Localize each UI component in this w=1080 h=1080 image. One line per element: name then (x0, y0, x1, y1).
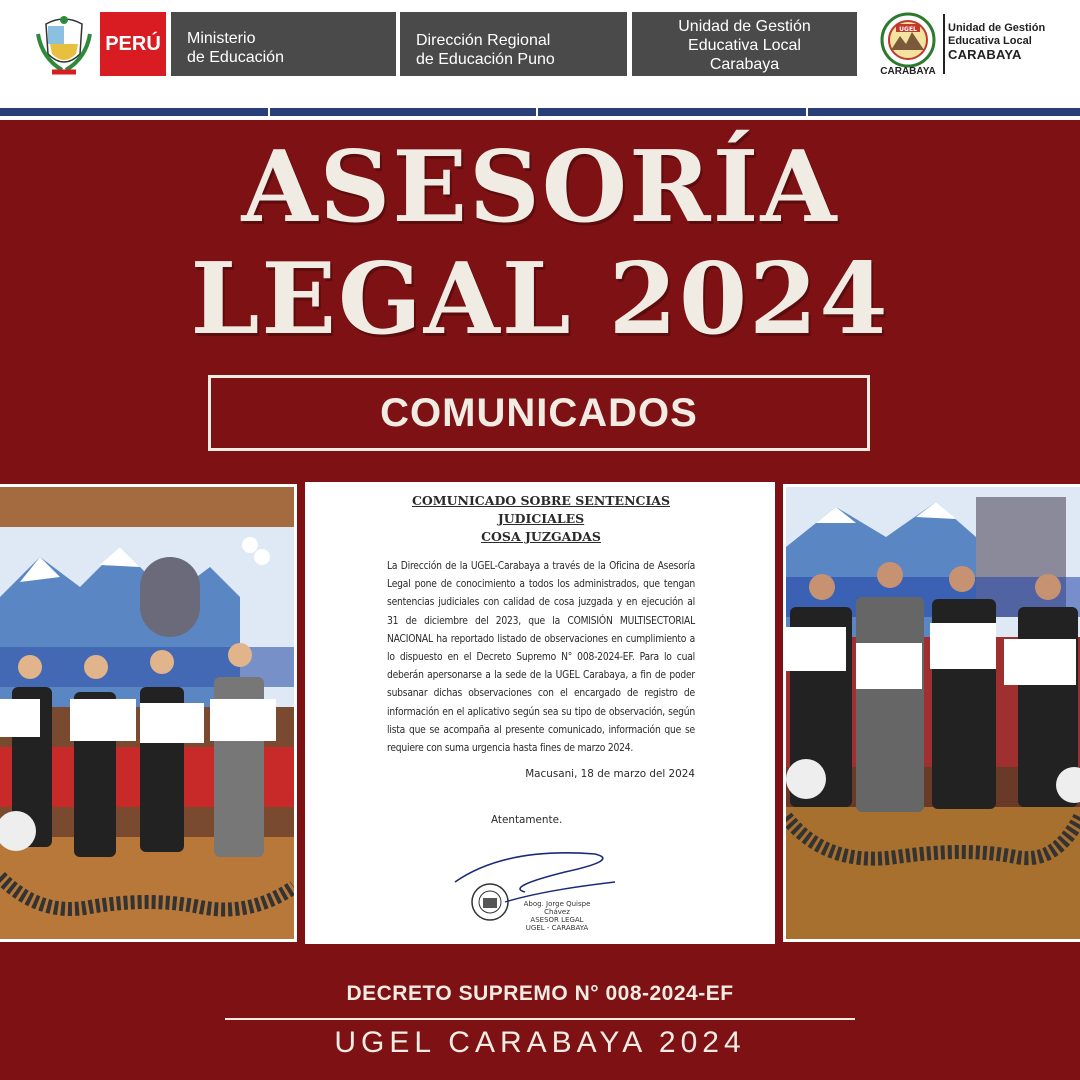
header-divider (943, 14, 945, 74)
comunicados-label: COMUNICADOS (208, 375, 870, 451)
peru-coat-of-arms-icon (36, 14, 92, 76)
direccion-line-1: Dirección Regional (416, 32, 551, 49)
ministerio-line-1: Ministerio (187, 30, 256, 47)
ministerio-box (171, 12, 396, 76)
ugel-logo-caption: CARABAYA (880, 66, 936, 77)
document-title-line-2: COSA JUZGADAS (481, 529, 601, 544)
document-title-line-1: COMUNICADO SOBRE SENTENCIAS JUDICIALES (411, 493, 671, 526)
ugel-side-line-1: Unidad de Gestión (948, 22, 1046, 34)
ceremony-photo-right (783, 484, 1080, 942)
signature-line-3: UGEL - CARABAYA (525, 924, 589, 932)
unidad-line-3: Carabaya (709, 56, 780, 73)
footer-divider (225, 1018, 855, 1020)
stripe-segment (270, 108, 536, 116)
signature-line-1: Abog. Jorge Quispe Chávez (523, 900, 591, 916)
stripe-segment (808, 108, 1080, 116)
comunicado-document (305, 482, 775, 944)
document-body: La Dirección de la UGEL-Carabaya a través de la Oficina de Asesoría Legal pone de conocimiento a todos los administrados, que tengan sentencias judiciales con calidad de cosa juzgada y en ejecución al 31 de diciembre del 2023, que la COMISIÓN MULTISECTORIAL NACIONAL ha reportado listado de observaciones en cumplimiento a lo dispuesto en el Decreto Supremo N° 008-2024-EF. Para lo cual deberán apersonarse a la sede de la UGEL Carabaya, a fin de poder subsanar dichas observaciones con el encargado de registro de información en el aplicativo según sea su tipo de observación, según lista que se acompaña al presente comunicado, información que se requiere con suma urgencia hasta fines de marzo 2024. (387, 561, 695, 755)
stripe-segment (538, 108, 806, 116)
ceremony-photo-left (0, 484, 297, 942)
peru-label: PERÚ (100, 12, 166, 76)
unidad-line-1: Unidad de Gestión (678, 18, 811, 35)
decreto-label: DECRETO SUPREMO N° 008-2024-EF (346, 982, 734, 1005)
ceremony-photo-left-image (0, 487, 294, 939)
ugel-side-text (948, 22, 1076, 61)
direccion-regional-box (400, 12, 627, 76)
svg-text:UGEL: UGEL (899, 26, 917, 33)
signature-caption (517, 900, 597, 932)
ugel-year-label: UGEL CARABAYA 2024 (334, 1026, 746, 1059)
main-title-line-2: LEGAL 2024 (190, 242, 890, 357)
header-stripe (0, 108, 1080, 120)
document-closing: Atentamente. (491, 814, 563, 827)
direccion-line-2: de Educación Puno (416, 51, 555, 68)
ministerio-line-2: de Educación (187, 49, 284, 66)
ugel-side-line-3: CARABAYA (948, 47, 1022, 62)
signature-line-2: ASESOR LEGAL (530, 916, 584, 924)
stripe-segment (0, 108, 268, 116)
unidad-gestion-box (632, 12, 857, 76)
document-date: Macusani, 18 de marzo del 2024 (525, 768, 695, 781)
ugel-side-line-2: Educativa Local (948, 35, 1032, 47)
header-banner (0, 0, 1080, 112)
ceremony-photo-right-image (786, 487, 1080, 939)
main-title-line-1: ASESORÍA (241, 130, 839, 245)
unidad-line-2: Educativa Local (688, 37, 801, 54)
